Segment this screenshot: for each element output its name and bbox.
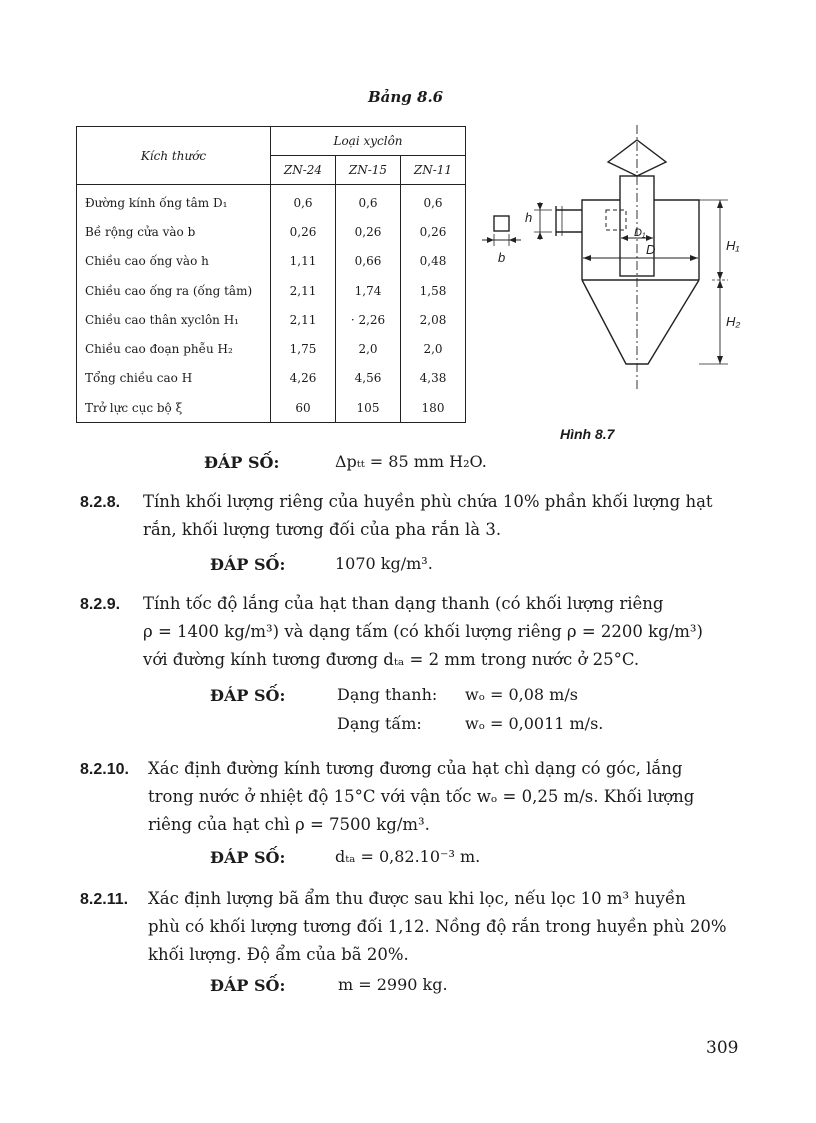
cell-value: 1,74 [336,276,401,305]
problem-text [148,755,694,839]
cell-value: 1,11 [271,247,336,276]
problem-line: Xác định đường kính tương đương của hạt chì dạng có góc, lắng [148,759,683,778]
inlet-opening [606,210,626,230]
cell-value: 2,11 [271,276,336,305]
answer-label: ĐÁP SỐ: [210,555,286,574]
table-row [77,185,466,218]
answer-value: 1070 kg/m³. [335,554,433,573]
problem-number: 8.2.9. [80,596,121,613]
problem-line: khối lượng. Độ ẩm của bã 20%. [148,945,409,964]
cell-value: 2,0 [336,334,401,363]
cell-value: 0,26 [271,217,336,246]
problem-text [143,590,703,674]
table-row [77,334,466,363]
header-col-2: ZN-15 [336,156,401,185]
answer-label: ĐÁP SỐ: [210,686,286,705]
cell-value: 0,26 [401,217,466,246]
row-label: Chiều cao ống ra (ống tâm) [77,276,271,305]
problem-text [143,488,713,544]
label-h1: H₁ [726,238,740,253]
cell-value: 4,56 [336,364,401,393]
row-label: Tổng chiều cao H [77,364,271,393]
answer-value: Δpₜₜ = 85 mm H₂O. [335,452,487,471]
cell-value: 2,11 [271,305,336,334]
row-label: Chiều cao ống vào h [77,247,271,276]
inlet-side-view [494,216,509,231]
row-label: Chiều cao thân xyclôn H₁ [77,305,271,334]
answer-label: ĐÁP SỐ: [210,848,286,867]
answer-value: wₒ = 0,0011 m/s. [465,714,604,733]
table-row [77,305,466,334]
cell-value: · 2,26 [336,305,401,334]
table-title: Bảng 8.6 [368,88,444,106]
problem-number: 8.2.10. [80,761,129,778]
label-d: D [646,242,656,257]
cell-value: 2,0 [401,334,466,363]
problem-line: ρ = 1400 kg/m³) và dạng tấm (có khối lượng riêng ρ = 2200 kg/m³) [143,622,703,641]
body-right-top [654,200,699,280]
table-row [77,247,466,276]
header-col-3: ZN-11 [401,156,466,185]
row-label: Bề rộng cửa vào b [77,217,271,246]
cyclone-diagram [476,118,756,418]
problem-number: 8.2.8. [80,494,121,511]
label-h2: H₂ [726,314,741,329]
answer-value: m = 2990 kg. [338,975,448,994]
cell-value: 105 [336,393,401,423]
table-row [77,217,466,246]
answer-label: ĐÁP SỐ: [210,976,286,995]
table-row [77,393,466,423]
cell-value: 2,08 [401,305,466,334]
row-label: Chiều cao đoạn phễu H₂ [77,334,271,363]
problem-line: trong nước ở nhiệt độ 15°C với vận tốc wₒ = 0,25 m/s. Khối lượng [148,787,695,806]
cell-value: 1,58 [401,276,466,305]
cell-value: 1,75 [271,334,336,363]
cyclone-dimension-table [76,126,466,423]
problem-line: Xác định lượng bã ẩm thu được sau khi lọc, nếu lọc 10 m³ huyền [148,889,686,908]
cell-value: 60 [271,393,336,423]
cell-value: 0,66 [336,247,401,276]
row-label: Trở lực cục bộ ξ [77,393,271,423]
problem-line: Tính tốc độ lắng của hạt than dạng thanh (có khối lượng riêng [143,594,664,613]
cell-value: 0,26 [336,217,401,246]
problem-line: phù có khối lượng tương đối 1,12. Nồng độ rắn trong huyền phù 20% [148,917,727,936]
cyclone-hopper [582,280,699,364]
label-b: b [498,250,506,265]
table-row [77,364,466,393]
header-col-1: ZN-24 [271,156,336,185]
cell-value: 180 [401,393,466,423]
label-d1: D₁ [634,227,646,239]
row-label: Đường kính ống tâm D₁ [77,185,271,218]
answer-sub-label: Dạng thanh: [337,685,438,704]
answer-label: ĐÁP SỐ: [204,453,280,472]
answer-value: dₜₐ = 0,82.10⁻³ m. [335,847,481,866]
cell-value: 0,6 [401,185,466,218]
cell-value: 0,6 [271,185,336,218]
header-dimension: Kích thước [77,127,271,185]
problem-line: Tính khối lượng riêng của huyền phù chứa 10% phần khối lượng hạt [143,492,713,511]
figure-caption: Hình 8.7 [560,426,615,442]
problem-text [148,885,727,969]
answer-value: wₒ = 0,08 m/s [465,685,578,704]
cell-value: 4,38 [401,364,466,393]
problem-number: 8.2.11. [80,891,129,908]
answer-sub-label: Dạng tấm: [337,714,422,733]
problem-line: rắn, khối lượng tương đối của pha rắn là 3. [143,520,502,539]
cell-value: 4,26 [271,364,336,393]
problem-line: riêng của hạt chì ρ = 7500 kg/m³. [148,815,430,834]
label-h: h [525,210,533,225]
cell-value: 0,48 [401,247,466,276]
page-number: 309 [706,1038,739,1058]
problem-line: với đường kính tương đương dₜₐ = 2 mm trong nước ở 25°C. [143,650,640,669]
table-row [77,276,466,305]
body-left-top [582,200,620,232]
cell-value: 0,6 [336,185,401,218]
header-cyclone-type: Loại xyclôn [271,127,466,156]
